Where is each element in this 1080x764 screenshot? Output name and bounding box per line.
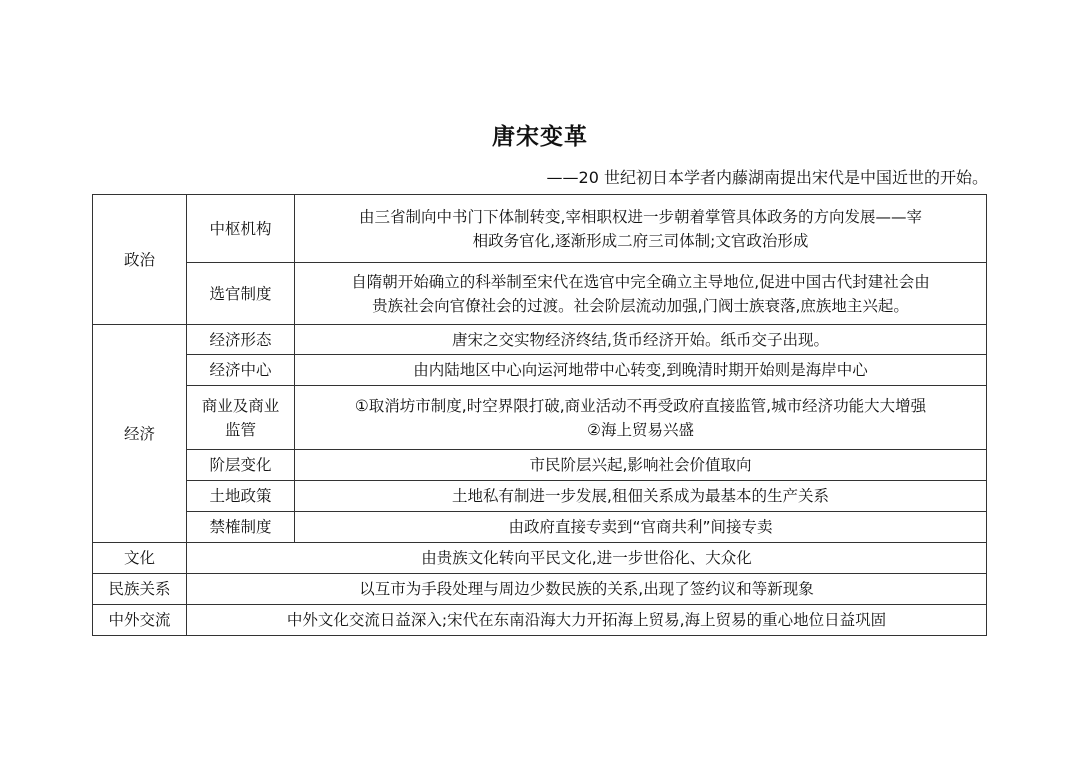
category-cell-politics: 政治 bbox=[93, 195, 187, 325]
content-line: 贵族社会向官僚社会的过渡。社会阶层流动加强,门阀士族衰落,庶族地主兴起。 bbox=[372, 296, 909, 315]
content-cell: 土地私有制进一步发展,租佃关系成为最基本的生产关系 bbox=[295, 481, 987, 512]
content-cell: 唐宋之交实物经济终结,货币经济开始。纸币交子出现。 bbox=[295, 325, 987, 355]
subcategory-cell: 中枢机构 bbox=[187, 195, 295, 263]
table-row bbox=[93, 450, 987, 481]
content-line: ②海上贸易兴盛 bbox=[587, 420, 694, 439]
subcategory-cell: 禁榷制度 bbox=[187, 512, 295, 543]
content-cell: 由贵族文化转向平民文化,进一步世俗化、大众化 bbox=[187, 543, 987, 574]
subcategory-line: 监管 bbox=[224, 420, 256, 439]
category-cell-culture: 文化 bbox=[93, 543, 187, 574]
category-cell-exchange: 中外交流 bbox=[93, 605, 187, 636]
table-row bbox=[93, 512, 987, 543]
subcategory-cell: 经济形态 bbox=[187, 325, 295, 355]
table-row bbox=[93, 574, 987, 605]
content-cell bbox=[295, 195, 987, 263]
content-cell: 市民阶层兴起,影响社会价值取向 bbox=[295, 450, 987, 481]
content-line: ①取消坊市制度,时空界限打破,商业活动不再受政府直接监管,城市经济功能大大增强 bbox=[354, 396, 927, 415]
content-cell: 由内陆地区中心向运河地带中心转变,到晚清时期开始则是海岸中心 bbox=[295, 355, 987, 386]
content-line: 自隋朝开始确立的科举制至宋代在选官中完全确立主导地位,促进中国古代封建社会由 bbox=[351, 272, 930, 291]
content-line: 由三省制向中书门下体制转变,宰相职权进一步朝着掌管具体政务的方向发展——宰 bbox=[359, 207, 922, 226]
content-line: 相政务官化,逐渐形成二府三司体制;文官政治形成 bbox=[472, 231, 809, 250]
category-cell-ethnic: 民族关系 bbox=[93, 574, 187, 605]
subcategory-cell: 经济中心 bbox=[187, 355, 295, 386]
content-cell: 中外文化交流日益深入;宋代在东南沿海大力开拓海上贸易,海上贸易的重心地位日益巩固 bbox=[187, 605, 987, 636]
table-row bbox=[93, 355, 987, 386]
category-cell-economy: 经济 bbox=[93, 325, 187, 543]
subcategory-cell: 土地政策 bbox=[187, 481, 295, 512]
table-row bbox=[93, 325, 987, 355]
content-cell bbox=[295, 263, 987, 325]
document-title: 唐宋变革 bbox=[492, 123, 588, 150]
table-row bbox=[93, 543, 987, 574]
table-row bbox=[93, 605, 987, 636]
document-subtitle: ——20 世纪初日本学者内藤湖南提出宋代是中国近世的开始。 bbox=[546, 168, 988, 187]
subcategory-cell: 选官制度 bbox=[187, 263, 295, 325]
subcategory-cell bbox=[187, 386, 295, 450]
subcategory-line: 商业及商业 bbox=[201, 396, 280, 415]
content-cell: 由政府直接专卖到“官商共利”间接专卖 bbox=[295, 512, 987, 543]
table-row bbox=[93, 195, 987, 263]
tang-song-reform-table bbox=[92, 194, 987, 636]
table-row bbox=[93, 481, 987, 512]
subcategory-cell: 阶层变化 bbox=[187, 450, 295, 481]
table-row bbox=[93, 263, 987, 325]
content-cell: 以互市为手段处理与周边少数民族的关系,出现了签约议和等新现象 bbox=[187, 574, 987, 605]
table-row bbox=[93, 386, 987, 450]
content-cell bbox=[295, 386, 987, 450]
